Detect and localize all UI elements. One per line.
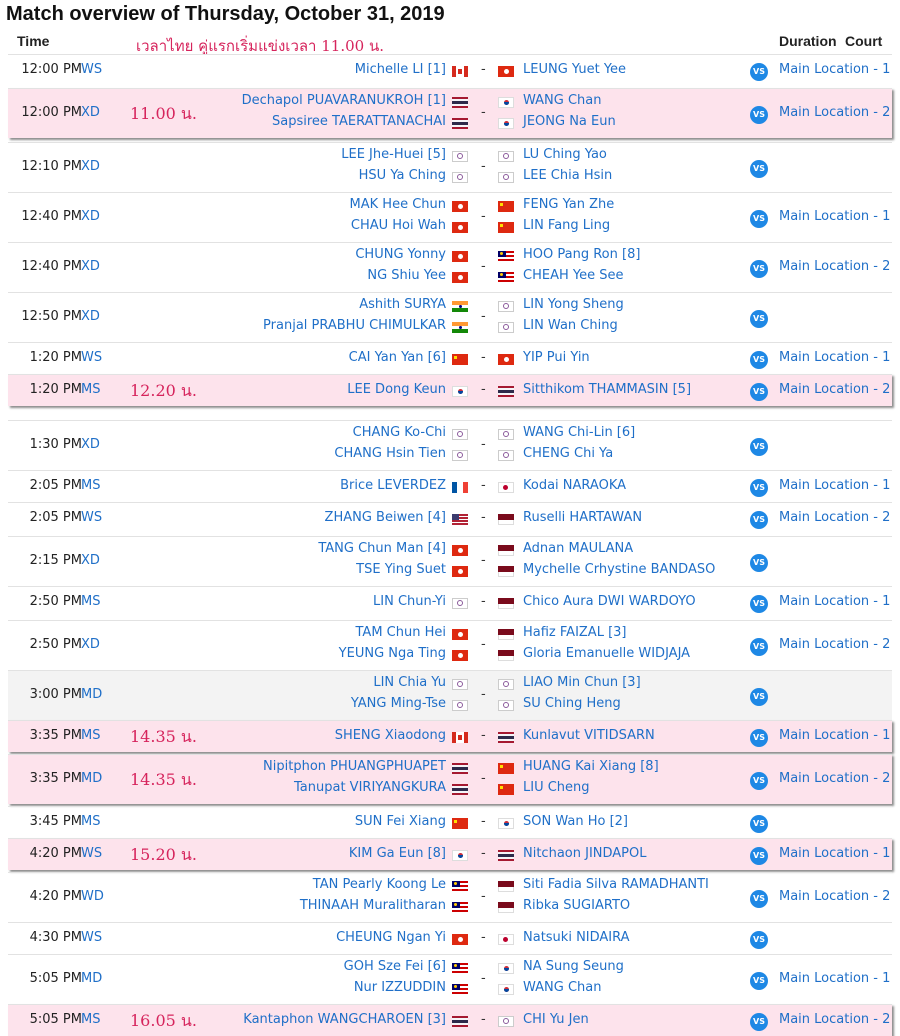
court-link[interactable]: Main Location - 2: [779, 771, 891, 786]
court-link[interactable]: Main Location - 1: [779, 62, 891, 77]
flag-korea-icon: [452, 850, 468, 861]
versus-dash: -: [481, 350, 486, 365]
player-1-link[interactable]: CHUNG Yonny: [355, 247, 446, 262]
player-2-link[interactable]: LEE Chia Hsin: [523, 168, 613, 183]
thai-time-annotation: 14.35 น.: [130, 770, 197, 789]
player-2-link[interactable]: LIU Cheng: [523, 780, 590, 795]
player-1-link[interactable]: MAK Hee Chun: [349, 197, 446, 212]
player-2-link[interactable]: LIAO Min Chun [3]: [523, 675, 641, 690]
vs-icon[interactable]: VS: [750, 815, 768, 833]
event-code-link[interactable]: MS: [81, 594, 101, 609]
player-1-link[interactable]: NG Shiu Yee: [367, 268, 446, 283]
player-1-link[interactable]: THINAAH Muralitharan: [299, 898, 446, 913]
versus-dash: -: [481, 510, 486, 525]
thai-time-note: เวลาไทย คู่แรกเริ่มแข่งเวลา 11.00 น.: [136, 37, 384, 55]
player-2-link[interactable]: JEONG Na Eun: [523, 114, 616, 129]
flag-thailand-icon: [452, 784, 468, 795]
duration-header[interactable]: Duration: [779, 33, 837, 49]
player-2-link[interactable]: LIN Fang Ling: [523, 218, 611, 233]
match-row[interactable]: [8, 536, 892, 586]
match-time: 5:05 PM: [29, 971, 82, 986]
flag-hong-kong-icon: [452, 272, 468, 283]
match-time: 3:45 PM: [29, 814, 82, 829]
court-link[interactable]: Main Location - 2: [779, 510, 891, 525]
player-1-link[interactable]: CHAU Hoi Wah: [350, 218, 446, 233]
match-time: 12:00 PM: [21, 62, 82, 77]
match-row[interactable]: [8, 292, 892, 342]
match-time: 12:50 PM: [21, 309, 82, 324]
match-time: 1:20 PM: [29, 382, 82, 397]
flag-hong-kong-icon: [498, 66, 514, 77]
player-2-link[interactable]: WANG Chi-Lin [6]: [523, 425, 636, 440]
flag-chinese-taipei-icon: [498, 322, 514, 333]
flag-korea-icon: [452, 386, 468, 397]
event-code-link[interactable]: XD: [81, 437, 100, 452]
player-1-link[interactable]: Sapsiree TAERATTANACHAI: [272, 114, 446, 129]
event-code-link[interactable]: MS: [81, 728, 101, 743]
court-link[interactable]: Main Location - 1: [779, 350, 891, 365]
flag-chinese-taipei-icon: [498, 301, 514, 312]
match-time: 12:10 PM: [21, 159, 82, 174]
flag-hong-kong-icon: [452, 934, 468, 945]
page-title: Match overview of Thursday, October 31, 2019: [6, 3, 445, 25]
event-code-link[interactable]: MS: [81, 478, 101, 493]
flag-japan-icon: [498, 482, 514, 493]
vs-icon[interactable]: VS: [750, 210, 768, 228]
flag-chinese-taipei-icon: [452, 450, 468, 461]
match-time: 3:00 PM: [29, 687, 82, 702]
match-time: 12:00 PM: [21, 105, 82, 120]
vs-icon[interactable]: VS: [750, 438, 768, 456]
match-row[interactable]: [8, 806, 892, 838]
versus-dash: -: [481, 889, 486, 904]
event-code-link[interactable]: XD: [81, 553, 100, 568]
event-code-link[interactable]: XD: [81, 309, 100, 324]
vs-icon[interactable]: VS: [750, 931, 768, 949]
player-2-link[interactable]: CHEAH Yee See: [523, 268, 624, 283]
player-1-link[interactable]: GOH Sze Fei [6]: [343, 959, 446, 974]
match-time: 2:05 PM: [29, 478, 82, 493]
flag-thailand-icon: [498, 386, 514, 397]
match-row[interactable]: [8, 502, 892, 534]
versus-dash: -: [481, 437, 486, 452]
match-time: 12:40 PM: [21, 259, 82, 274]
player-1-link[interactable]: YANG Ming-Tse: [350, 696, 446, 711]
vs-icon[interactable]: VS: [750, 972, 768, 990]
flag-malaysia-icon: [452, 963, 468, 974]
vs-icon[interactable]: VS: [750, 511, 768, 529]
flag-indonesia-icon: [498, 902, 514, 913]
flag-china-icon: [452, 354, 468, 365]
versus-dash: -: [481, 209, 486, 224]
player-2-link[interactable]: Ruselli HARTAWAN: [523, 510, 643, 525]
flag-chinese-taipei-icon: [498, 429, 514, 440]
player-2-link[interactable]: LIN Yong Sheng: [523, 297, 624, 312]
flag-malaysia-icon: [452, 984, 468, 995]
flag-chinese-taipei-icon: [452, 679, 468, 690]
match-time: 2:50 PM: [29, 594, 82, 609]
versus-dash: -: [481, 846, 486, 861]
player-2-link[interactable]: LIN Wan Ching: [523, 318, 618, 333]
vs-icon[interactable]: VS: [750, 260, 768, 278]
court-link[interactable]: Main Location - 1: [779, 478, 891, 493]
player-1-link[interactable]: YEUNG Nga Ting: [338, 646, 446, 661]
player-1-link[interactable]: CHEUNG Ngan Yi: [336, 930, 446, 945]
player-2-link[interactable]: WANG Chan: [523, 93, 602, 108]
versus-dash: -: [481, 553, 486, 568]
flag-indonesia-icon: [498, 598, 514, 609]
versus-dash: -: [481, 971, 486, 986]
player-1-link[interactable]: LIN Chun-Yi: [373, 594, 446, 609]
thai-time-annotation: 11.00 น.: [130, 104, 197, 123]
player-2-link[interactable]: Adnan MAULANA: [523, 541, 634, 556]
event-code-link[interactable]: WD: [81, 889, 104, 904]
player-2-link[interactable]: Ribka SUGIARTO: [523, 898, 631, 913]
flag-indonesia-icon: [498, 881, 514, 892]
event-code-link[interactable]: XD: [81, 259, 100, 274]
court-link[interactable]: Main Location - 1: [779, 594, 891, 609]
match-row[interactable]: [8, 620, 892, 670]
court-link[interactable]: Main Location - 1: [779, 846, 891, 861]
flag-malaysia-icon: [452, 881, 468, 892]
versus-dash: -: [481, 814, 486, 829]
player-2-link[interactable]: NA Sung Seung: [523, 959, 624, 974]
player-1-link[interactable]: Tanupat VIRIYANGKURA: [294, 780, 446, 795]
versus-dash: -: [481, 594, 486, 609]
court-header[interactable]: Court: [845, 33, 883, 49]
flag-chinese-taipei-icon: [452, 598, 468, 609]
vs-icon[interactable]: VS: [750, 688, 768, 706]
flag-malaysia-icon: [498, 272, 514, 283]
court-link[interactable]: Main Location - 1: [779, 209, 891, 224]
player-2-link[interactable]: Chico Aura DWI WARDOYO: [523, 594, 696, 609]
player-1-link[interactable]: SHENG Xiaodong: [334, 728, 446, 743]
flag-thailand-icon: [452, 97, 468, 108]
event-code-link[interactable]: WS: [81, 930, 103, 945]
flag-usa-icon: [452, 514, 468, 525]
vs-icon[interactable]: VS: [750, 595, 768, 613]
player-1-link[interactable]: Dechapol PUAVARANUKROH [1]: [241, 93, 446, 108]
flag-korea-icon: [498, 97, 514, 108]
player-1-link[interactable]: TANG Chun Man [4]: [318, 541, 446, 556]
versus-dash: -: [481, 159, 486, 174]
flag-china-icon: [452, 818, 468, 829]
player-2-link[interactable]: HOO Pang Ron [8]: [523, 247, 641, 262]
court-link[interactable]: Main Location - 2: [779, 889, 891, 904]
flag-canada-icon: [452, 732, 468, 743]
flag-india-icon: [452, 322, 468, 333]
event-code-link[interactable]: XD: [81, 209, 100, 224]
versus-dash: -: [481, 259, 486, 274]
flag-china-icon: [498, 763, 514, 774]
event-code-link[interactable]: XD: [81, 105, 100, 120]
versus-dash: -: [481, 637, 486, 652]
player-1-link[interactable]: KIM Ga Eun [8]: [348, 846, 446, 861]
player-2-link[interactable]: Nitchaon JINDAPOL: [523, 846, 647, 861]
time-header[interactable]: Time: [17, 33, 50, 49]
match-time: 1:30 PM: [29, 437, 82, 452]
flag-korea-icon: [498, 818, 514, 829]
player-2-link[interactable]: SON Wan Ho [2]: [523, 814, 628, 829]
player-2-link[interactable]: Kodai NARAOKA: [523, 478, 627, 493]
flag-india-icon: [452, 301, 468, 312]
versus-dash: -: [481, 478, 486, 493]
event-code-link[interactable]: XD: [81, 637, 100, 652]
match-row[interactable]: [8, 922, 892, 954]
court-link[interactable]: Main Location - 1: [779, 728, 891, 743]
player-2-link[interactable]: Kunlavut VITIDSARN: [523, 728, 655, 743]
flag-malaysia-icon: [498, 251, 514, 262]
vs-icon[interactable]: VS: [750, 160, 768, 178]
event-code-link[interactable]: MD: [81, 687, 103, 702]
player-1-link[interactable]: TSE Ying Suet: [356, 562, 446, 577]
player-2-link[interactable]: Mychelle Crhystine BANDASO: [523, 562, 716, 577]
player-1-link[interactable]: Pranjal PRABHU CHIMULKAR: [263, 318, 446, 333]
flag-thailand-icon: [498, 732, 514, 743]
player-1-link[interactable]: HSU Ya Ching: [358, 168, 446, 183]
flag-chinese-taipei-icon: [452, 700, 468, 711]
versus-dash: -: [481, 771, 486, 786]
match-row[interactable]: [8, 142, 892, 192]
match-time: 1:20 PM: [29, 350, 82, 365]
flag-chinese-taipei-icon: [498, 1016, 514, 1027]
flag-indonesia-icon: [498, 650, 514, 661]
event-code-link[interactable]: WS: [81, 510, 103, 525]
vs-icon[interactable]: VS: [750, 847, 768, 865]
flag-hong-kong-icon: [452, 650, 468, 661]
match-row[interactable]: [8, 586, 892, 618]
player-1-link[interactable]: Brice LEVERDEZ: [340, 478, 446, 493]
versus-dash: -: [481, 728, 486, 743]
player-1-link[interactable]: CAI Yan Yan [6]: [348, 350, 446, 365]
court-link[interactable]: Main Location - 1: [779, 971, 891, 986]
vs-icon[interactable]: VS: [750, 310, 768, 328]
event-code-link[interactable]: XD: [81, 159, 100, 174]
player-2-link[interactable]: LU Ching Yao: [523, 147, 607, 162]
thai-time-annotation: 16.05 น.: [130, 1011, 197, 1030]
flag-hong-kong-icon: [498, 354, 514, 365]
flag-chinese-taipei-icon: [452, 172, 468, 183]
match-row[interactable]: [8, 838, 892, 870]
flag-indonesia-icon: [498, 629, 514, 640]
flag-hong-kong-icon: [452, 251, 468, 262]
player-2-link[interactable]: YIP Pui Yin: [523, 350, 590, 365]
flag-china-icon: [498, 222, 514, 233]
match-row[interactable]: [8, 954, 892, 1004]
versus-dash: -: [481, 687, 486, 702]
match-row[interactable]: [8, 1004, 892, 1036]
thai-time-annotation: 15.20 น.: [130, 845, 197, 864]
versus-dash: -: [481, 930, 486, 945]
flag-chinese-taipei-icon: [498, 151, 514, 162]
match-time: 3:35 PM: [29, 771, 82, 786]
match-time: 4:20 PM: [29, 846, 82, 861]
flag-hong-kong-icon: [452, 545, 468, 556]
flag-canada-icon: [452, 66, 468, 77]
match-time: 2:15 PM: [29, 553, 82, 568]
player-2-link[interactable]: CHENG Chi Ya: [523, 446, 614, 461]
event-code-link[interactable]: WS: [81, 350, 103, 365]
flag-korea-icon: [498, 118, 514, 129]
match-row[interactable]: [8, 88, 892, 138]
player-2-link[interactable]: Hafiz FAIZAL [3]: [523, 625, 627, 640]
player-1-link[interactable]: Michelle LI [1]: [354, 62, 446, 77]
flag-chinese-taipei-icon: [452, 429, 468, 440]
vs-icon[interactable]: VS: [750, 772, 768, 790]
player-2-link[interactable]: Natsuki NIDAIRA: [523, 930, 630, 945]
flag-thailand-icon: [452, 763, 468, 774]
player-1-link[interactable]: Kantaphon WANGCHAROEN [3]: [243, 1012, 446, 1027]
match-row[interactable]: [8, 342, 892, 374]
flag-indonesia-icon: [498, 545, 514, 556]
versus-dash: -: [481, 1012, 486, 1027]
player-1-link[interactable]: Nipitphon PHUANGPHUAPET: [263, 759, 446, 774]
player-1-link[interactable]: LEE Jhe-Huei [5]: [341, 147, 446, 162]
player-1-link[interactable]: CHANG Hsin Tien: [334, 446, 446, 461]
match-row[interactable]: [8, 374, 892, 406]
match-row[interactable]: [8, 872, 892, 922]
flag-chinese-taipei-icon: [498, 450, 514, 461]
match-row[interactable]: [8, 420, 892, 470]
match-row[interactable]: [8, 754, 892, 804]
versus-dash: -: [481, 382, 486, 397]
event-code-link[interactable]: MS: [81, 382, 101, 397]
thai-time-annotation: 12.20 น.: [130, 381, 197, 400]
versus-dash: -: [481, 62, 486, 77]
match-time: 5:05 PM: [29, 1012, 82, 1027]
match-row[interactable]: [8, 54, 892, 86]
vs-icon[interactable]: VS: [750, 890, 768, 908]
match-time: 2:50 PM: [29, 637, 82, 652]
player-1-link[interactable]: LIN Chia Yu: [373, 675, 446, 690]
thai-time-annotation: 14.35 น.: [130, 727, 197, 746]
flag-thailand-icon: [452, 1016, 468, 1027]
event-code-link[interactable]: WS: [81, 846, 103, 861]
player-1-link[interactable]: SUN Fei Xiang: [354, 814, 446, 829]
player-2-link[interactable]: WANG Chan: [523, 980, 602, 995]
player-2-link[interactable]: Siti Fadia Silva RAMADHANTI: [523, 877, 709, 892]
flag-chinese-taipei-icon: [498, 679, 514, 690]
player-2-link[interactable]: HUANG Kai Xiang [8]: [523, 759, 659, 774]
match-time: 4:20 PM: [29, 889, 82, 904]
player-2-link[interactable]: CHI Yu Jen: [523, 1012, 589, 1027]
flag-malaysia-icon: [452, 902, 468, 913]
player-1-link[interactable]: Ashith SURYA: [359, 297, 446, 312]
event-code-link[interactable]: WS: [81, 62, 103, 77]
versus-dash: -: [481, 105, 486, 120]
flag-france-icon: [452, 482, 468, 493]
flag-indonesia-icon: [498, 514, 514, 525]
court-link[interactable]: Main Location - 2: [779, 637, 891, 652]
player-2-link[interactable]: LEUNG Yuet Yee: [523, 62, 627, 77]
player-2-link[interactable]: SU Ching Heng: [523, 696, 621, 711]
player-1-link[interactable]: TAN Pearly Koong Le: [312, 877, 446, 892]
match-row[interactable]: [8, 720, 892, 752]
match-row[interactable]: [8, 192, 892, 242]
player-1-link[interactable]: LEE Dong Keun: [347, 382, 446, 397]
player-1-link[interactable]: CHANG Ko-Chi: [352, 425, 446, 440]
event-code-link[interactable]: MS: [81, 1012, 101, 1027]
vs-icon[interactable]: VS: [750, 1013, 768, 1031]
player-1-link[interactable]: TAM Chun Hei: [355, 625, 446, 640]
flag-chinese-taipei-icon: [452, 151, 468, 162]
flag-china-icon: [498, 201, 514, 212]
event-code-link[interactable]: MS: [81, 814, 101, 829]
match-time: 2:05 PM: [29, 510, 82, 525]
court-link[interactable]: Main Location - 2: [779, 382, 891, 397]
match-row[interactable]: [8, 242, 892, 292]
vs-icon[interactable]: VS: [750, 638, 768, 656]
match-time: 3:35 PM: [29, 728, 82, 743]
vs-icon[interactable]: VS: [750, 729, 768, 747]
player-1-link[interactable]: Nur IZZUDDIN: [353, 980, 446, 995]
flag-japan-icon: [498, 934, 514, 945]
court-link[interactable]: Main Location - 2: [779, 105, 891, 120]
vs-icon[interactable]: VS: [750, 106, 768, 124]
court-link[interactable]: Main Location - 2: [779, 259, 891, 274]
event-code-link[interactable]: MD: [81, 771, 103, 786]
flag-korea-icon: [498, 984, 514, 995]
player-2-link[interactable]: Sitthikom THAMMASIN [5]: [523, 382, 692, 397]
flag-chinese-taipei-icon: [498, 172, 514, 183]
match-time: 12:40 PM: [21, 209, 82, 224]
vs-icon[interactable]: VS: [750, 63, 768, 81]
flag-chinese-taipei-icon: [498, 700, 514, 711]
court-link[interactable]: Main Location - 2: [779, 1012, 891, 1027]
versus-dash: -: [481, 309, 486, 324]
event-code-link[interactable]: MD: [81, 971, 103, 986]
flag-china-icon: [498, 784, 514, 795]
flag-thailand-icon: [498, 850, 514, 861]
vs-icon[interactable]: VS: [750, 383, 768, 401]
flag-thailand-icon: [452, 118, 468, 129]
vs-icon[interactable]: VS: [750, 351, 768, 369]
flag-hong-kong-icon: [452, 629, 468, 640]
match-time: 4:30 PM: [29, 930, 82, 945]
flag-hong-kong-icon: [452, 222, 468, 233]
player-2-link[interactable]: Gloria Emanuelle WIDJAJA: [523, 646, 691, 661]
flag-korea-icon: [498, 963, 514, 974]
vs-icon[interactable]: VS: [750, 554, 768, 572]
player-1-link[interactable]: ZHANG Beiwen [4]: [324, 510, 446, 525]
flag-hong-kong-icon: [452, 201, 468, 212]
flag-hong-kong-icon: [452, 566, 468, 577]
vs-icon[interactable]: VS: [750, 479, 768, 497]
flag-indonesia-icon: [498, 566, 514, 577]
match-row[interactable]: [8, 470, 892, 502]
player-2-link[interactable]: FENG Yan Zhe: [523, 197, 615, 212]
match-row[interactable]: [8, 670, 892, 720]
